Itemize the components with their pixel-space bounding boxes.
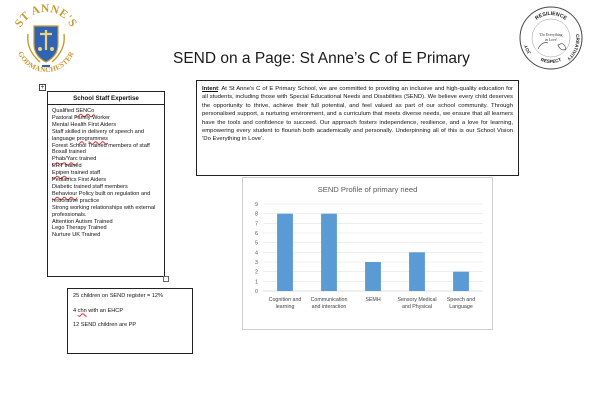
- x-tick-label: SEMH: [365, 297, 381, 303]
- list-item: Nurture UK Trained: [52, 232, 101, 239]
- y-tick-label: 7: [255, 221, 258, 228]
- y-tick-label: 4: [255, 250, 258, 257]
- table-resize-handle[interactable]: [163, 276, 169, 282]
- y-tick-label: 3: [255, 260, 258, 266]
- send-stats-box: [67, 288, 193, 354]
- y-tick-label: 1: [255, 279, 258, 286]
- list-item: Pastoral Family Worker: [52, 114, 111, 121]
- x-tick-label: Sensory Medical: [397, 297, 437, 303]
- chart-canvas: [243, 178, 492, 329]
- list-item: Epipen trained staff: [52, 170, 101, 177]
- svg-text:'Do Everything: 'Do Everything: [539, 33, 563, 37]
- list-item: Behaviour Policy built on regulation and restorative practice: [52, 190, 151, 204]
- list-item: Qualified SENCo: [52, 108, 95, 114]
- staff-expertise-heading: School Staff Expertise: [48, 92, 164, 105]
- svg-text:in Love': in Love': [544, 38, 558, 42]
- stat-line: 4 chn with an EHCP: [73, 307, 124, 314]
- y-tick-label: 8: [255, 211, 258, 218]
- intent-text: : At St Anne’s C of E Primary School, we are committed to providing an inclusive and high-quality education for all students, including those with Special Educational Needs and Disabilities (SEND). We believe every child deserves the opportunity to thrive, achieve their full potential, and feel valued as part of our school community. Through personalised support, a nurturing environment, and a curriculum that meets diverse needs, we ensure that all learners have the tools and confidence to succeed. Our approach fosters independence, resilience, and a love for learning, empowering every student to flourish both academically and personally. Underpinning all of this is our School Vision ‘Do Everything in Love’.: [202, 86, 513, 143]
- list-item: Staff skilled in delivery of speech and language programmes: [52, 128, 144, 142]
- list-item: Strong working relationships with external professionals.: [52, 204, 156, 218]
- stat-line: 25 children on SEND register = 12%: [73, 293, 164, 299]
- list-item: Mental Health First Aiders: [52, 121, 117, 128]
- list-item: Boxall trained: [52, 149, 86, 156]
- y-tick-label: 0: [255, 289, 258, 295]
- bar: [365, 262, 381, 291]
- intent-statement-box: [196, 80, 519, 176]
- table-move-handle-icon[interactable]: +: [40, 85, 45, 91]
- svg-text:GODMANCHESTER: GODMANCHESTER: [16, 50, 76, 75]
- x-tick-label: learning: [275, 304, 295, 310]
- y-tick-label: 9: [255, 202, 258, 208]
- svg-text:RESPECT: RESPECT: [540, 56, 562, 65]
- bar: [409, 252, 425, 291]
- staff-expertise-list: [48, 105, 164, 239]
- school-values-badge: [518, 5, 584, 71]
- x-tick-label: Cognition and: [268, 297, 302, 303]
- x-tick-label: Language: [449, 304, 473, 310]
- y-tick-label: 6: [255, 231, 258, 237]
- y-tick-label: 5: [255, 240, 258, 247]
- svg-text:CREATIVITY: CREATIVITY: [566, 33, 581, 62]
- list-item: ERT trained: [52, 163, 82, 170]
- list-item: Diabetic trained staff members: [52, 183, 128, 190]
- x-tick-label: and interaction: [311, 304, 347, 310]
- bar: [321, 214, 337, 291]
- svg-text:RESILIENCE: RESILIENCE: [534, 10, 568, 22]
- list-item: Forest School Trained members of staff: [52, 142, 150, 149]
- x-tick-label: Speech and: [446, 297, 476, 303]
- stat-line: 12 SEND children are PP: [73, 322, 137, 328]
- svg-text:JOY: JOY: [523, 44, 532, 56]
- chart-title: SEND Profile of primary need: [317, 185, 418, 194]
- list-item: Attention Autism Trained: [52, 218, 113, 225]
- y-tick-label: 2: [255, 269, 258, 276]
- svg-text:ST ANNE'S: ST ANNE'S: [12, 4, 80, 30]
- page-title: SEND on a Page: St Anne’s C of E Primary: [173, 50, 470, 67]
- send-profile-chart: [242, 177, 493, 330]
- list-item: Pediatrics First Aiders: [52, 177, 107, 184]
- bar: [277, 214, 293, 291]
- x-tick-label: and Physical: [401, 304, 433, 310]
- intent-label: Intent: [202, 86, 219, 92]
- x-tick-label: Communication: [310, 297, 348, 303]
- bar: [453, 272, 469, 291]
- staff-expertise-table: [47, 91, 165, 277]
- list-item: Lego Therapy Trained: [52, 225, 107, 232]
- list-item: Phab/Yarc trained: [52, 156, 97, 163]
- school-logo: [10, 4, 82, 76]
